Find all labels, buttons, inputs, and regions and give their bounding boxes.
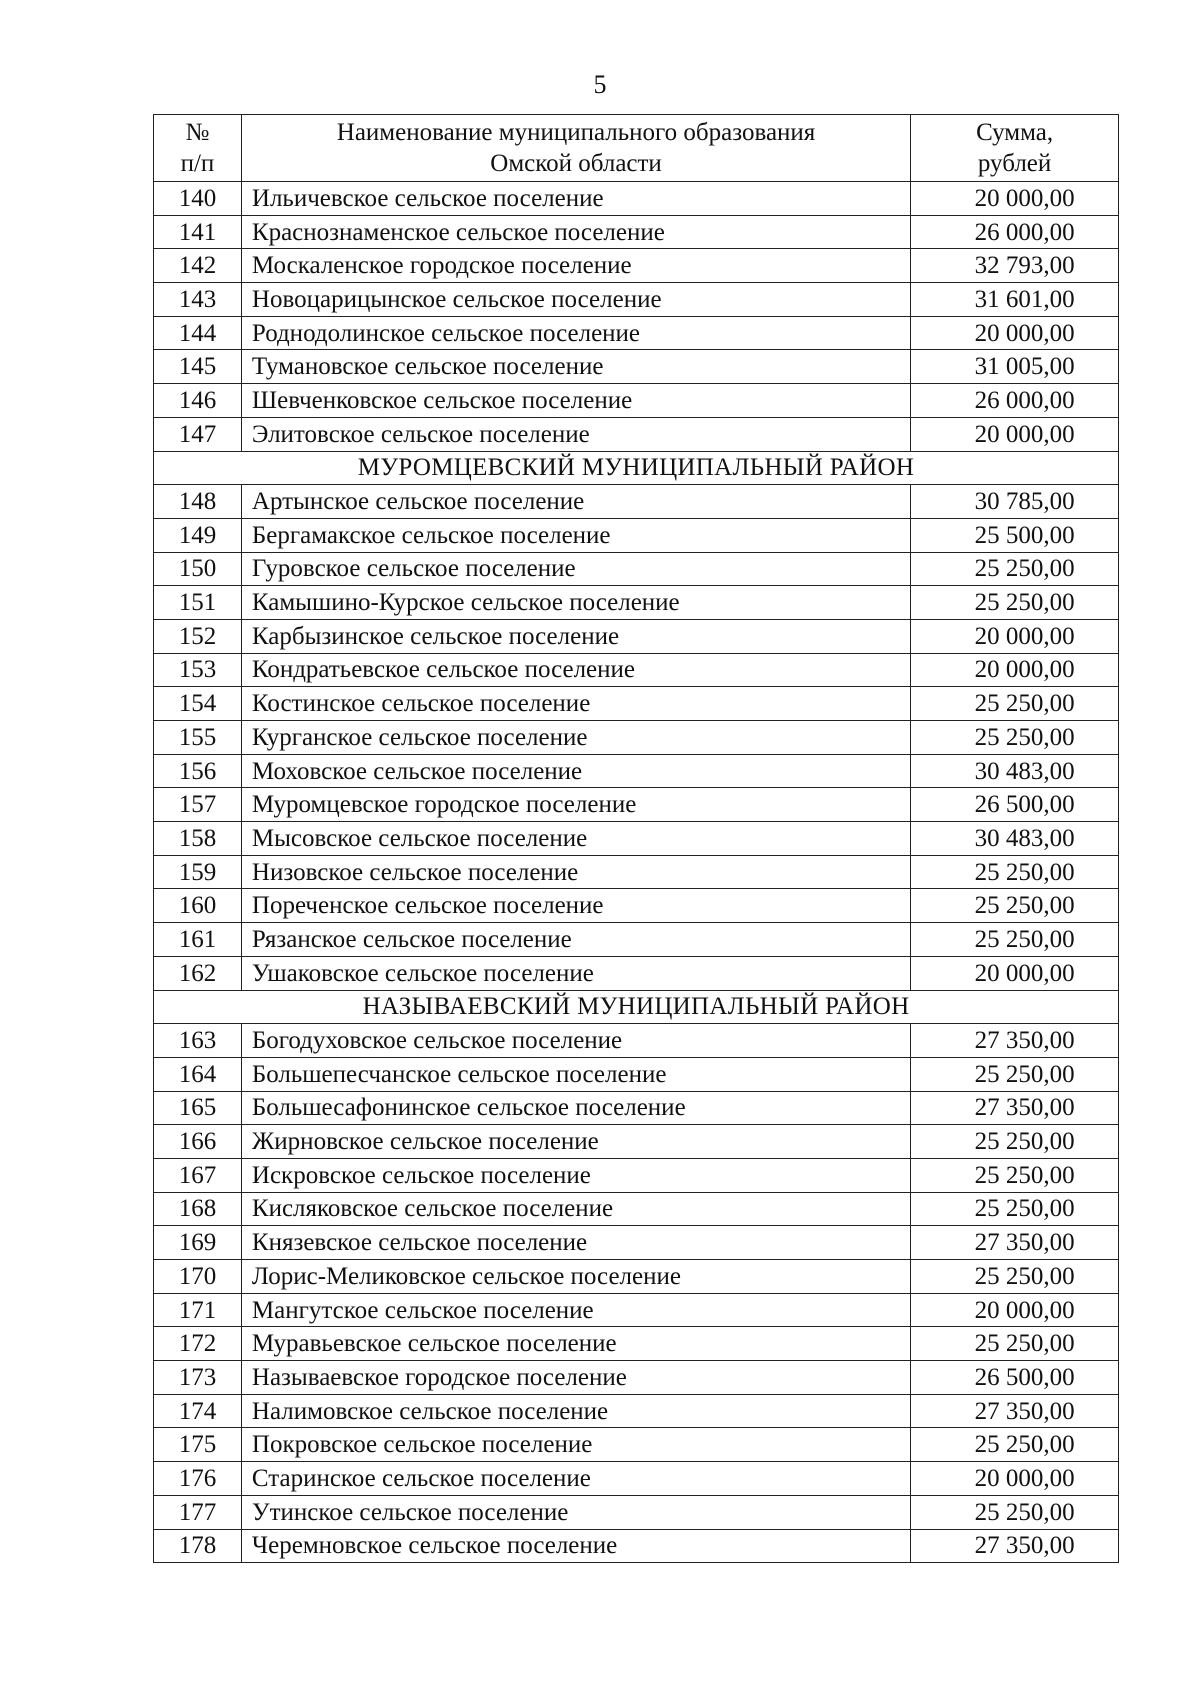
row-municipality-name: Краснознаменское сельское поселение bbox=[241, 215, 910, 249]
row-municipality-name: Покровское сельское поселение bbox=[241, 1428, 910, 1462]
row-number: 178 bbox=[154, 1529, 242, 1563]
row-municipality-name: Лорис-Меликовское сельское поселение bbox=[241, 1260, 910, 1294]
table-row bbox=[154, 721, 1119, 755]
header-name bbox=[241, 115, 910, 182]
row-amount: 27 350,00 bbox=[911, 1024, 1119, 1058]
row-municipality-name: Кондратьевское сельское поселение bbox=[241, 653, 910, 687]
row-municipality-name: Рязанское сельское поселение bbox=[241, 923, 910, 957]
table-row bbox=[154, 417, 1119, 451]
row-number: 177 bbox=[154, 1495, 242, 1529]
table-row bbox=[154, 1495, 1119, 1529]
row-municipality-name: Большепесчанское сельское поселение bbox=[241, 1057, 910, 1091]
row-amount: 25 250,00 bbox=[911, 1260, 1119, 1294]
header-name-line1: Наименование муниципального образования bbox=[336, 118, 816, 146]
row-number: 148 bbox=[154, 485, 242, 519]
row-amount: 25 250,00 bbox=[911, 721, 1119, 755]
row-municipality-name: Пореченское сельское поселение bbox=[241, 889, 910, 923]
row-amount: 30 785,00 bbox=[911, 485, 1119, 519]
row-municipality-name: Большесафонинское сельское поселение bbox=[241, 1091, 910, 1125]
row-municipality-name: Мангутское сельское поселение bbox=[241, 1293, 910, 1327]
table-row bbox=[154, 1394, 1119, 1428]
row-municipality-name: Ильичевское сельское поселение bbox=[241, 182, 910, 216]
row-amount: 25 250,00 bbox=[911, 1158, 1119, 1192]
table-row bbox=[154, 956, 1119, 990]
row-municipality-name: Роднодолинское сельское поселение bbox=[241, 316, 910, 350]
row-municipality-name: Тумановское сельское поселение bbox=[241, 350, 910, 384]
row-number: 149 bbox=[154, 518, 242, 552]
table-row bbox=[154, 1361, 1119, 1395]
row-amount: 20 000,00 bbox=[911, 653, 1119, 687]
row-municipality-name: Камышино-Курское сельское поселение bbox=[241, 586, 910, 620]
header-sum-line1: Сумма, bbox=[976, 118, 1054, 146]
row-municipality-name: Артынское сельское поселение bbox=[241, 485, 910, 519]
row-amount: 26 000,00 bbox=[911, 384, 1119, 418]
row-municipality-name: Черемновское сельское поселение bbox=[241, 1529, 910, 1563]
row-amount: 26 500,00 bbox=[911, 788, 1119, 822]
table-row bbox=[154, 1125, 1119, 1159]
header-number-line1: № bbox=[185, 118, 210, 146]
row-municipality-name: Муравьевское сельское поселение bbox=[241, 1327, 910, 1361]
table-row bbox=[154, 889, 1119, 923]
row-amount: 25 250,00 bbox=[911, 889, 1119, 923]
row-amount: 27 350,00 bbox=[911, 1394, 1119, 1428]
table-header-row bbox=[154, 115, 1119, 182]
row-number: 174 bbox=[154, 1394, 242, 1428]
table-row bbox=[154, 1226, 1119, 1260]
row-amount: 25 500,00 bbox=[911, 518, 1119, 552]
row-number: 140 bbox=[154, 182, 242, 216]
row-municipality-name: Жирновское сельское поселение bbox=[241, 1125, 910, 1159]
row-municipality-name: Мысовское сельское поселение bbox=[241, 822, 910, 856]
table-row bbox=[154, 1293, 1119, 1327]
row-municipality-name: Моховское сельское поселение bbox=[241, 754, 910, 788]
row-number: 157 bbox=[154, 788, 242, 822]
row-amount: 25 250,00 bbox=[911, 552, 1119, 586]
row-number: 159 bbox=[154, 855, 242, 889]
table-row bbox=[154, 283, 1119, 317]
row-number: 166 bbox=[154, 1125, 242, 1159]
row-amount: 25 250,00 bbox=[911, 923, 1119, 957]
row-municipality-name: Богодуховское сельское поселение bbox=[241, 1024, 910, 1058]
table-row bbox=[154, 687, 1119, 721]
row-number: 145 bbox=[154, 350, 242, 384]
row-amount: 26 500,00 bbox=[911, 1361, 1119, 1395]
row-amount: 25 250,00 bbox=[911, 855, 1119, 889]
row-amount: 30 483,00 bbox=[911, 754, 1119, 788]
row-municipality-name: Элитовское сельское поселение bbox=[241, 417, 910, 451]
row-number: 151 bbox=[154, 586, 242, 620]
row-number: 162 bbox=[154, 956, 242, 990]
table-row bbox=[154, 485, 1119, 519]
table-row bbox=[154, 1260, 1119, 1294]
row-number: 167 bbox=[154, 1158, 242, 1192]
table-row bbox=[154, 822, 1119, 856]
row-amount: 25 250,00 bbox=[911, 1327, 1119, 1361]
row-amount: 20 000,00 bbox=[911, 316, 1119, 350]
table-body bbox=[154, 182, 1119, 1563]
section-row bbox=[154, 990, 1119, 1024]
row-amount: 20 000,00 bbox=[911, 956, 1119, 990]
header-sum-line2: рублей bbox=[977, 150, 1052, 177]
row-amount: 20 000,00 bbox=[911, 417, 1119, 451]
row-municipality-name: Костинское сельское поселение bbox=[241, 687, 910, 721]
row-municipality-name: Низовское сельское поселение bbox=[241, 855, 910, 889]
row-amount: 25 250,00 bbox=[911, 1428, 1119, 1462]
row-municipality-name: Новоцарицынское сельское поселение bbox=[241, 283, 910, 317]
table-row bbox=[154, 1529, 1119, 1563]
header-number bbox=[154, 115, 242, 182]
row-number: 152 bbox=[154, 619, 242, 653]
table-row bbox=[154, 754, 1119, 788]
row-number: 154 bbox=[154, 687, 242, 721]
row-amount: 25 250,00 bbox=[911, 1192, 1119, 1226]
row-amount: 20 000,00 bbox=[911, 1293, 1119, 1327]
row-amount: 30 483,00 bbox=[911, 822, 1119, 856]
row-municipality-name: Карбызинское сельское поселение bbox=[241, 619, 910, 653]
row-amount: 25 250,00 bbox=[911, 687, 1119, 721]
row-number: 153 bbox=[154, 653, 242, 687]
section-title: МУРОМЦЕВСКИЙ МУНИЦИПАЛЬНЫЙ РАЙОН bbox=[154, 451, 1119, 485]
row-number: 147 bbox=[154, 417, 242, 451]
row-amount: 32 793,00 bbox=[911, 249, 1119, 283]
row-amount: 20 000,00 bbox=[911, 619, 1119, 653]
row-number: 142 bbox=[154, 249, 242, 283]
row-amount: 26 000,00 bbox=[911, 215, 1119, 249]
row-number: 155 bbox=[154, 721, 242, 755]
row-number: 171 bbox=[154, 1293, 242, 1327]
row-amount: 25 250,00 bbox=[911, 1125, 1119, 1159]
row-municipality-name: Курганское сельское поселение bbox=[241, 721, 910, 755]
page-number: 5 bbox=[593, 70, 607, 99]
row-amount: 27 350,00 bbox=[911, 1226, 1119, 1260]
row-municipality-name: Бергамакское сельское поселение bbox=[241, 518, 910, 552]
table-row bbox=[154, 923, 1119, 957]
row-number: 150 bbox=[154, 552, 242, 586]
row-municipality-name: Шевченковское сельское поселение bbox=[241, 384, 910, 418]
row-amount: 27 350,00 bbox=[911, 1529, 1119, 1563]
row-number: 156 bbox=[154, 754, 242, 788]
header-name-line2: Омской области bbox=[490, 150, 662, 177]
row-amount: 25 250,00 bbox=[911, 1057, 1119, 1091]
table-row bbox=[154, 1057, 1119, 1091]
row-number: 169 bbox=[154, 1226, 242, 1260]
table-row bbox=[154, 316, 1119, 350]
row-amount: 31 601,00 bbox=[911, 283, 1119, 317]
section-row bbox=[154, 451, 1119, 485]
row-municipality-name: Утинское сельское поселение bbox=[241, 1495, 910, 1529]
row-municipality-name: Ушаковское сельское поселение bbox=[241, 956, 910, 990]
table-row bbox=[154, 518, 1119, 552]
row-number: 172 bbox=[154, 1327, 242, 1361]
row-number: 141 bbox=[154, 215, 242, 249]
header-number-line2: п/п bbox=[180, 150, 215, 177]
row-number: 176 bbox=[154, 1462, 242, 1496]
table-row bbox=[154, 1327, 1119, 1361]
row-amount: 25 250,00 bbox=[911, 586, 1119, 620]
table-row bbox=[154, 586, 1119, 620]
table-row bbox=[154, 350, 1119, 384]
table-row bbox=[154, 552, 1119, 586]
table-row bbox=[154, 182, 1119, 216]
row-municipality-name: Князевское сельское поселение bbox=[241, 1226, 910, 1260]
row-municipality-name: Москаленское городское поселение bbox=[241, 249, 910, 283]
section-title: НАЗЫВАЕВСКИЙ МУНИЦИПАЛЬНЫЙ РАЙОН bbox=[154, 990, 1119, 1024]
table-row bbox=[154, 249, 1119, 283]
table-row bbox=[154, 1158, 1119, 1192]
row-municipality-name: Кисляковское сельское поселение bbox=[241, 1192, 910, 1226]
row-number: 158 bbox=[154, 822, 242, 856]
row-municipality-name: Называевское городское поселение bbox=[241, 1361, 910, 1395]
row-number: 170 bbox=[154, 1260, 242, 1294]
row-number: 164 bbox=[154, 1057, 242, 1091]
table-row bbox=[154, 1024, 1119, 1058]
row-number: 161 bbox=[154, 923, 242, 957]
table-row bbox=[154, 1192, 1119, 1226]
row-amount: 31 005,00 bbox=[911, 350, 1119, 384]
table-row bbox=[154, 1462, 1119, 1496]
row-municipality-name: Муромцевское городское поселение bbox=[241, 788, 910, 822]
row-municipality-name: Гуровское сельское поселение bbox=[241, 552, 910, 586]
row-number: 175 bbox=[154, 1428, 242, 1462]
row-number: 173 bbox=[154, 1361, 242, 1395]
row-number: 143 bbox=[154, 283, 242, 317]
header-sum bbox=[911, 115, 1119, 182]
row-amount: 27 350,00 bbox=[911, 1091, 1119, 1125]
table-row bbox=[154, 653, 1119, 687]
row-amount: 20 000,00 bbox=[911, 182, 1119, 216]
row-number: 168 bbox=[154, 1192, 242, 1226]
row-number: 146 bbox=[154, 384, 242, 418]
row-number: 144 bbox=[154, 316, 242, 350]
table-row bbox=[154, 788, 1119, 822]
row-amount: 20 000,00 bbox=[911, 1462, 1119, 1496]
row-municipality-name: Искровское сельское поселение bbox=[241, 1158, 910, 1192]
row-number: 163 bbox=[154, 1024, 242, 1058]
row-municipality-name: Старинское сельское поселение bbox=[241, 1462, 910, 1496]
table-row bbox=[154, 1428, 1119, 1462]
table-row bbox=[154, 855, 1119, 889]
table-row bbox=[154, 1091, 1119, 1125]
row-number: 160 bbox=[154, 889, 242, 923]
row-municipality-name: Налимовское сельское поселение bbox=[241, 1394, 910, 1428]
table-row bbox=[154, 619, 1119, 653]
table-row bbox=[154, 215, 1119, 249]
municipal-funding-table bbox=[153, 114, 1119, 1563]
table-row bbox=[154, 384, 1119, 418]
row-number: 165 bbox=[154, 1091, 242, 1125]
row-amount: 25 250,00 bbox=[911, 1495, 1119, 1529]
